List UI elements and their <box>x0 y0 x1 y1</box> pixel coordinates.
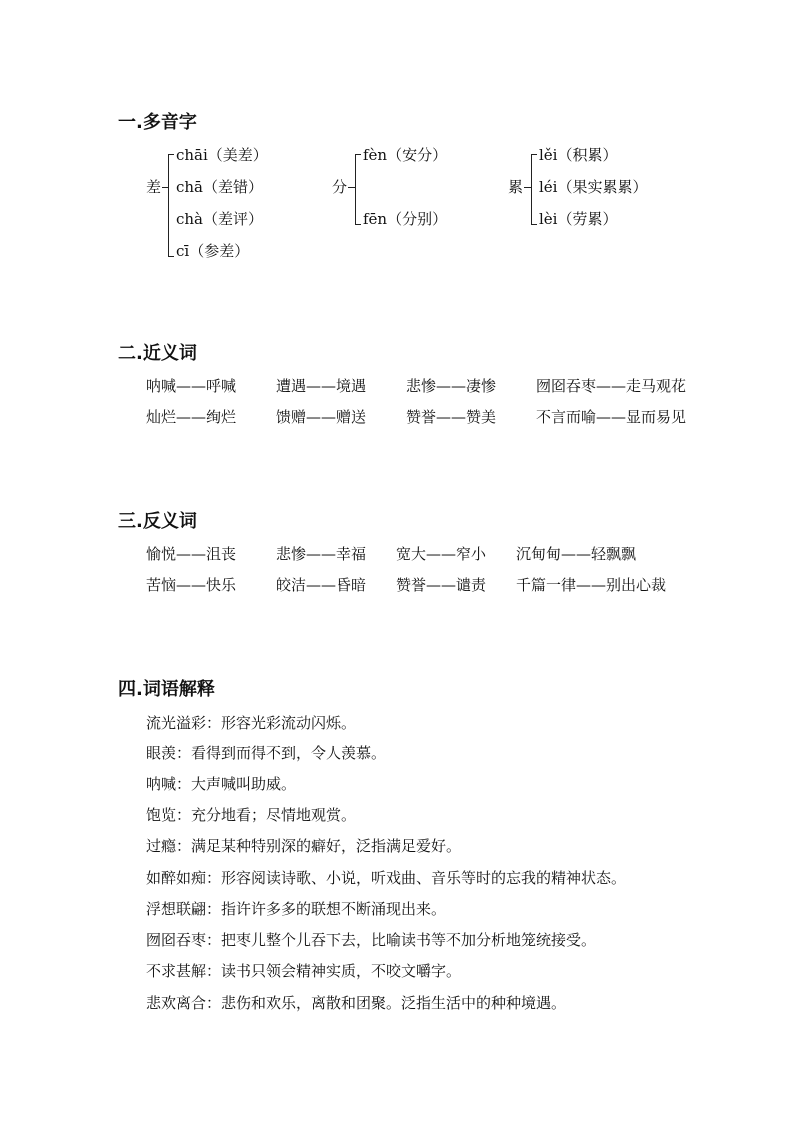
explanation-item: 浮想联翩：指许许多多的联想不断涌现出来。 <box>146 900 447 918</box>
reading-item: fēn（分别） <box>363 210 448 228</box>
reading-item: fèn（安分） <box>363 146 448 164</box>
section-title-explanations: 四.词语解释 <box>118 679 215 700</box>
bracket-line <box>531 154 532 224</box>
bracket-tick <box>355 154 361 155</box>
reading-item: chā（差错） <box>176 178 264 196</box>
explanation-item: 眼羡：看得到而得不到，令人羡慕。 <box>146 744 387 762</box>
section-title-antonyms: 三.反义词 <box>118 511 197 532</box>
antonym-pair: 苦恼——快乐 <box>146 576 237 594</box>
antonym-pair: 沉甸甸——轻飘飘 <box>516 545 637 563</box>
polyphone-char-fen: 分 <box>332 178 348 196</box>
antonym-pair: 赞誉——谴责 <box>396 576 487 594</box>
reading-item: lěi（积累） <box>539 146 618 164</box>
bracket-tick <box>531 224 537 225</box>
bracket-connector <box>348 187 355 188</box>
reading-item: chà（差评） <box>176 210 264 228</box>
explanation-item: 呐喊：大声喊叫助威。 <box>146 775 297 793</box>
antonym-pair: 皎洁——昏暗 <box>276 576 367 594</box>
polyphone-char-lei: 累 <box>508 178 524 196</box>
synonym-pair: 不言而喻——显而易见 <box>536 408 687 426</box>
reading-item: léi（果实累累） <box>539 178 648 196</box>
bracket-tick <box>355 224 361 225</box>
bracket-tick <box>168 154 174 155</box>
antonym-pair: 悲惨——幸福 <box>276 545 367 563</box>
reading-item: chāi（美差） <box>176 146 268 164</box>
explanation-item: 流光溢彩：形容光彩流动闪烁。 <box>146 714 357 732</box>
explanation-item: 饱览：充分地看；尽情地观赏。 <box>146 806 357 824</box>
antonym-pair: 愉悦——沮丧 <box>146 545 237 563</box>
synonym-pair: 遭遇——境遇 <box>276 377 367 395</box>
explanation-item: 过瘾：满足某种特别深的癖好，泛指满足爱好。 <box>146 837 462 855</box>
reading-item: cī（参差） <box>176 242 250 260</box>
antonym-pair: 宽大——窄小 <box>396 545 487 563</box>
explanation-item: 如醉如痴：形容阅读诗歌、小说，听戏曲、音乐等时的忘我的精神状态。 <box>146 869 627 887</box>
explanation-item: 不求甚解：读书只领会精神实质，不咬文嚼字。 <box>146 962 462 980</box>
bracket-tick <box>168 256 174 257</box>
section-title-polyphone: 一.多音字 <box>118 112 197 133</box>
polyphone-char-cha: 差 <box>146 178 162 196</box>
synonym-pair: 馈赠——赠送 <box>276 408 367 426</box>
bracket-line <box>355 154 356 224</box>
synonym-pair: 灿烂——绚烂 <box>146 408 237 426</box>
bracket-tick <box>531 154 537 155</box>
explanation-item: 囫囵吞枣：把枣儿整个儿吞下去，比喻读书等不加分析地笼统接受。 <box>146 931 597 949</box>
synonym-pair: 呐喊——呼喊 <box>146 377 237 395</box>
synonym-pair: 赞誉——赞美 <box>406 408 497 426</box>
section-title-synonyms: 二.近义词 <box>118 343 197 364</box>
explanation-item: 悲欢离合：悲伤和欢乐，离散和团聚。泛指生活中的种种境遇。 <box>146 994 567 1012</box>
reading-item: lèi（劳累） <box>539 210 618 228</box>
bracket-connector <box>524 187 531 188</box>
synonym-pair: 悲惨——凄惨 <box>406 377 497 395</box>
synonym-pair: 囫囵吞枣——走马观花 <box>536 377 687 395</box>
antonym-pair: 千篇一律——别出心裁 <box>516 576 667 594</box>
bracket-line <box>168 154 169 256</box>
